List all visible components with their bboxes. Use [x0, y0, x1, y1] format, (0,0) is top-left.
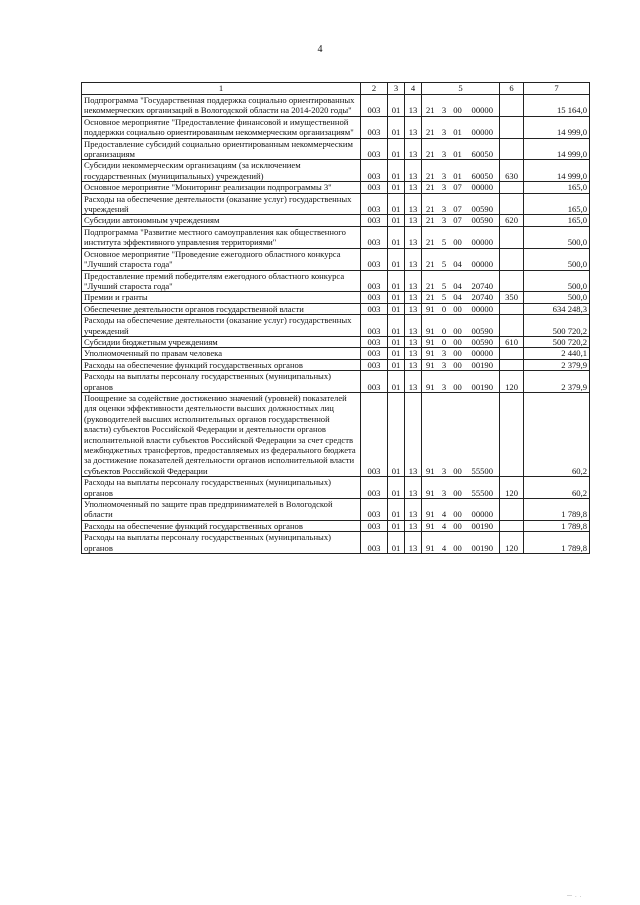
row-col-2: 003 — [361, 499, 388, 521]
table-row — [82, 371, 590, 393]
row-col-2: 003 — [361, 477, 388, 499]
row-csr-program: 21 — [422, 226, 439, 248]
row-col-2: 003 — [361, 215, 388, 226]
row-csr-subprogram: 3 — [439, 138, 450, 160]
row-csr-subprogram: 4 — [439, 520, 450, 531]
row-col-7: 500,0 — [524, 292, 590, 303]
row-csr-program: 21 — [422, 215, 439, 226]
row-col-2: 003 — [361, 371, 388, 393]
row-col-6: 610 — [500, 336, 524, 347]
row-col-6: 620 — [500, 215, 524, 226]
row-csr-program: 21 — [422, 193, 439, 215]
row-csr-event: 00 — [450, 315, 466, 337]
row-col-2: 003 — [361, 270, 388, 292]
row-csr-subprogram: 3 — [439, 348, 450, 359]
row-col-6 — [500, 392, 524, 476]
row-csr-event: 00 — [450, 532, 466, 554]
table-row — [82, 193, 590, 215]
row-col-2: 003 — [361, 336, 388, 347]
row-csr-direction: 00000 — [466, 95, 500, 117]
row-col-7: 500,0 — [524, 248, 590, 270]
row-csr-direction: 00190 — [466, 359, 500, 370]
row-col-2: 003 — [361, 292, 388, 303]
header-col-7: 7 — [524, 83, 590, 95]
row-csr-direction: 00000 — [466, 303, 500, 314]
row-csr-event: 07 — [450, 193, 466, 215]
table-row — [82, 226, 590, 248]
row-col-6: 120 — [500, 477, 524, 499]
row-col-2: 003 — [361, 348, 388, 359]
row-csr-event: 07 — [450, 182, 466, 193]
row-csr-direction: 00000 — [466, 248, 500, 270]
row-csr-program: 21 — [422, 292, 439, 303]
row-col-4: 13 — [405, 359, 422, 370]
row-csr-subprogram: 3 — [439, 359, 450, 370]
header-col-6: 6 — [500, 83, 524, 95]
header-col-3: 3 — [388, 83, 405, 95]
row-csr-program: 21 — [422, 160, 439, 182]
row-csr-program: 91 — [422, 499, 439, 521]
row-name: Расходы на выплаты персоналу государственных (муниципальных) органов — [82, 371, 361, 393]
row-col-4: 13 — [405, 116, 422, 138]
row-col-4: 13 — [405, 138, 422, 160]
row-name: Уполномоченный по правам человека — [82, 348, 361, 359]
row-csr-event: 04 — [450, 292, 466, 303]
row-col-6 — [500, 193, 524, 215]
row-csr-event: 07 — [450, 215, 466, 226]
row-csr-program: 21 — [422, 138, 439, 160]
row-csr-event: 00 — [450, 336, 466, 347]
row-csr-program: 21 — [422, 248, 439, 270]
budget-table — [81, 82, 590, 554]
row-col-6 — [500, 520, 524, 531]
row-csr-program: 91 — [422, 532, 439, 554]
table-row — [82, 138, 590, 160]
row-col-4: 13 — [405, 520, 422, 531]
row-col-3: 01 — [388, 392, 405, 476]
row-col-7: 2 379,9 — [524, 371, 590, 393]
row-csr-event: 01 — [450, 116, 466, 138]
row-col-3: 01 — [388, 336, 405, 347]
row-col-6: 630 — [500, 160, 524, 182]
row-csr-event: 00 — [450, 371, 466, 393]
row-col-7: 165,0 — [524, 215, 590, 226]
row-col-4: 13 — [405, 160, 422, 182]
table-row — [82, 315, 590, 337]
row-col-6 — [500, 348, 524, 359]
table-row — [82, 477, 590, 499]
row-csr-event: 00 — [450, 392, 466, 476]
row-csr-event: 04 — [450, 270, 466, 292]
row-col-7: 500 720,2 — [524, 336, 590, 347]
header-col-2: 2 — [361, 83, 388, 95]
row-csr-subprogram: 3 — [439, 215, 450, 226]
row-col-7: 500,0 — [524, 226, 590, 248]
row-col-2: 003 — [361, 95, 388, 117]
row-name: Расходы на обеспечение функций государственных органов — [82, 359, 361, 370]
row-col-4: 13 — [405, 215, 422, 226]
row-name: Расходы на выплаты персоналу государственных (муниципальных) органов — [82, 477, 361, 499]
row-col-3: 01 — [388, 160, 405, 182]
row-csr-subprogram: 3 — [439, 193, 450, 215]
row-col-6 — [500, 248, 524, 270]
row-csr-program: 91 — [422, 303, 439, 314]
row-col-7: 60,2 — [524, 392, 590, 476]
row-csr-subprogram: 0 — [439, 336, 450, 347]
row-col-3: 01 — [388, 348, 405, 359]
row-csr-event: 01 — [450, 160, 466, 182]
row-csr-direction: 00590 — [466, 193, 500, 215]
row-col-4: 13 — [405, 270, 422, 292]
row-col-3: 01 — [388, 116, 405, 138]
row-name: Подпрограмма "Развитие местного самоуправления как общественного института эффективного управления территориями" — [82, 226, 361, 248]
table-row — [82, 182, 590, 193]
row-col-2: 003 — [361, 520, 388, 531]
row-col-2: 003 — [361, 138, 388, 160]
row-col-4: 13 — [405, 292, 422, 303]
row-col-3: 01 — [388, 532, 405, 554]
row-col-4: 13 — [405, 182, 422, 193]
row-csr-subprogram: 3 — [439, 95, 450, 117]
row-name: Основное мероприятие "Проведение ежегодного областного конкурса "Лучший староста года" — [82, 248, 361, 270]
table-row — [82, 270, 590, 292]
row-csr-subprogram: 4 — [439, 532, 450, 554]
row-col-4: 13 — [405, 95, 422, 117]
row-csr-event: 00 — [450, 520, 466, 531]
table-row — [82, 95, 590, 117]
page-number: 4 — [317, 44, 323, 55]
row-name: Поощрение за содействие достижению значений (уровней) показателей для оценки эффективности деятельности высших должностных лиц (руководителей высших исполнительных органов государственной власти) субъектов Российской Федерации и деятельности органов исполнительной власти субъектов Российской Федерации за счет средств межбюджетных трансфертов, предоставляемых из федерального бюджета за достижение показателей деятельности органов исполнительной власти субъектов Российской Федерации — [82, 392, 361, 476]
table-row — [82, 499, 590, 521]
row-csr-event: 00 — [450, 95, 466, 117]
row-col-3: 01 — [388, 477, 405, 499]
row-csr-direction: 00590 — [466, 336, 500, 347]
header-col-5: 5 — [422, 83, 500, 95]
row-col-6: 350 — [500, 292, 524, 303]
row-col-6 — [500, 116, 524, 138]
row-col-3: 01 — [388, 303, 405, 314]
row-csr-subprogram: 5 — [439, 270, 450, 292]
table-body — [82, 95, 590, 554]
row-col-7: 165,0 — [524, 193, 590, 215]
table-row — [82, 160, 590, 182]
header-row — [82, 83, 590, 95]
row-col-6 — [500, 315, 524, 337]
row-name: Основное мероприятие "Предоставление финансовой и имущественной поддержки социально ориентированным некоммерческим организациям" — [82, 116, 361, 138]
row-csr-subprogram: 5 — [439, 248, 450, 270]
row-csr-direction: 00590 — [466, 315, 500, 337]
row-col-4: 13 — [405, 193, 422, 215]
row-csr-direction: 00000 — [466, 116, 500, 138]
row-csr-subprogram: 3 — [439, 392, 450, 476]
row-col-3: 01 — [388, 520, 405, 531]
row-col-6 — [500, 499, 524, 521]
row-col-2: 003 — [361, 226, 388, 248]
row-col-7: 500,0 — [524, 270, 590, 292]
row-col-2: 003 — [361, 359, 388, 370]
table-row — [82, 348, 590, 359]
row-csr-subprogram: 0 — [439, 315, 450, 337]
row-col-4: 13 — [405, 248, 422, 270]
row-csr-program: 91 — [422, 348, 439, 359]
row-csr-direction: 20740 — [466, 270, 500, 292]
row-col-7: 60,2 — [524, 477, 590, 499]
row-col-3: 01 — [388, 292, 405, 303]
row-col-3: 01 — [388, 499, 405, 521]
row-csr-direction: 55500 — [466, 392, 500, 476]
row-csr-event: 00 — [450, 226, 466, 248]
row-csr-direction: 00190 — [466, 371, 500, 393]
row-csr-event: 00 — [450, 477, 466, 499]
row-csr-subprogram: 3 — [439, 160, 450, 182]
table-row — [82, 532, 590, 554]
row-csr-subprogram: 3 — [439, 116, 450, 138]
row-csr-direction: 00000 — [466, 182, 500, 193]
row-col-2: 003 — [361, 116, 388, 138]
row-name: Расходы на обеспечение деятельности (оказание услуг) государственных учреждений — [82, 193, 361, 215]
row-csr-program: 21 — [422, 95, 439, 117]
row-csr-program: 91 — [422, 359, 439, 370]
row-name: Основное мероприятие "Мониторинг реализации подпрограммы 3" — [82, 182, 361, 193]
row-col-3: 01 — [388, 315, 405, 337]
row-name: Расходы на обеспечение деятельности (оказание услуг) государственных учреждений — [82, 315, 361, 337]
row-col-4: 13 — [405, 336, 422, 347]
row-csr-subprogram: 3 — [439, 371, 450, 393]
row-name: Предоставление премий победителям ежегодного областного конкурса "Лучший староста года" — [82, 270, 361, 292]
row-csr-event: 00 — [450, 303, 466, 314]
row-col-6: 120 — [500, 371, 524, 393]
row-csr-program: 91 — [422, 392, 439, 476]
row-col-2: 003 — [361, 182, 388, 193]
row-col-3: 01 — [388, 248, 405, 270]
row-csr-subprogram: 3 — [439, 477, 450, 499]
row-col-6 — [500, 182, 524, 193]
table-row — [82, 116, 590, 138]
row-csr-program: 21 — [422, 116, 439, 138]
row-csr-program: 91 — [422, 477, 439, 499]
row-col-7: 15 164,0 — [524, 95, 590, 117]
row-col-2: 003 — [361, 315, 388, 337]
row-csr-event: 01 — [450, 138, 466, 160]
row-col-7: 2 440,1 — [524, 348, 590, 359]
row-csr-subprogram: 5 — [439, 226, 450, 248]
row-col-2: 003 — [361, 160, 388, 182]
row-name: Предоставление субсидий социально ориентированным некоммерческим организациям — [82, 138, 361, 160]
row-csr-program: 91 — [422, 336, 439, 347]
row-col-4: 13 — [405, 226, 422, 248]
row-col-3: 01 — [388, 215, 405, 226]
row-csr-event: 00 — [450, 348, 466, 359]
row-col-6 — [500, 226, 524, 248]
row-col-7: 1 789,8 — [524, 499, 590, 521]
row-name: Субсидии автономным учреждениям — [82, 215, 361, 226]
table-row — [82, 392, 590, 476]
row-col-3: 01 — [388, 359, 405, 370]
row-col-2: 003 — [361, 193, 388, 215]
row-col-2: 003 — [361, 303, 388, 314]
row-col-3: 01 — [388, 138, 405, 160]
row-csr-subprogram: 4 — [439, 499, 450, 521]
row-csr-program: 91 — [422, 371, 439, 393]
row-csr-event: 00 — [450, 359, 466, 370]
row-col-7: 1 789,8 — [524, 532, 590, 554]
header-col-1: 1 — [82, 83, 361, 95]
row-col-6 — [500, 270, 524, 292]
table-row — [82, 520, 590, 531]
row-name: Подпрограмма "Государственная поддержка социально ориентированных некоммерческих организаций в Вологодской области на 2014-2020 годы" — [82, 95, 361, 117]
row-col-7: 634 248,3 — [524, 303, 590, 314]
row-col-3: 01 — [388, 226, 405, 248]
row-name: Премии и гранты — [82, 292, 361, 303]
row-csr-subprogram: 5 — [439, 292, 450, 303]
row-col-6 — [500, 95, 524, 117]
row-name: Расходы на обеспечение функций государственных органов — [82, 520, 361, 531]
row-csr-program: 21 — [422, 270, 439, 292]
row-col-4: 13 — [405, 392, 422, 476]
row-csr-direction: 00000 — [466, 499, 500, 521]
row-csr-program: 91 — [422, 520, 439, 531]
table-row — [82, 215, 590, 226]
row-col-2: 003 — [361, 532, 388, 554]
row-csr-direction: 55500 — [466, 477, 500, 499]
row-col-7: 500 720,2 — [524, 315, 590, 337]
row-col-4: 13 — [405, 477, 422, 499]
row-col-6 — [500, 138, 524, 160]
row-csr-direction: 60050 — [466, 160, 500, 182]
row-col-4: 13 — [405, 499, 422, 521]
row-csr-program: 91 — [422, 315, 439, 337]
row-name: Субсидии бюджетным учреждениям — [82, 336, 361, 347]
row-col-3: 01 — [388, 193, 405, 215]
row-col-6 — [500, 303, 524, 314]
row-csr-direction: 20740 — [466, 292, 500, 303]
row-col-7: 14 999,0 — [524, 160, 590, 182]
row-col-7: 14 999,0 — [524, 116, 590, 138]
row-csr-subprogram: 0 — [439, 303, 450, 314]
row-csr-subprogram: 3 — [439, 182, 450, 193]
row-col-4: 13 — [405, 532, 422, 554]
row-col-4: 13 — [405, 348, 422, 359]
row-col-6: 120 — [500, 532, 524, 554]
table-row — [82, 303, 590, 314]
table-row — [82, 292, 590, 303]
row-col-7: 1 789,8 — [524, 520, 590, 531]
row-csr-event: 00 — [450, 499, 466, 521]
row-name: Обеспечение деятельности органов государственной власти — [82, 303, 361, 314]
row-col-7: 14 999,0 — [524, 138, 590, 160]
row-col-3: 01 — [388, 270, 405, 292]
row-csr-direction: 00190 — [466, 520, 500, 531]
header-col-4: 4 — [405, 83, 422, 95]
row-csr-direction: 00190 — [466, 532, 500, 554]
row-name: Уполномоченный по защите прав предпринимателей в Вологодской области — [82, 499, 361, 521]
row-col-3: 01 — [388, 371, 405, 393]
row-csr-direction: 60050 — [466, 138, 500, 160]
row-name: Расходы на выплаты персоналу государственных (муниципальных) органов — [82, 532, 361, 554]
row-col-7: 165,0 — [524, 182, 590, 193]
row-col-7: 2 379,9 — [524, 359, 590, 370]
row-csr-direction: 00000 — [466, 226, 500, 248]
row-col-6 — [500, 359, 524, 370]
table-row — [82, 336, 590, 347]
row-csr-program: 21 — [422, 182, 439, 193]
row-csr-direction: 00000 — [466, 348, 500, 359]
row-col-4: 13 — [405, 371, 422, 393]
row-col-2: 003 — [361, 248, 388, 270]
row-csr-direction: 00590 — [466, 215, 500, 226]
row-col-4: 13 — [405, 303, 422, 314]
corner-mark: — . . — [567, 894, 582, 899]
row-col-4: 13 — [405, 315, 422, 337]
row-col-3: 01 — [388, 182, 405, 193]
table-row — [82, 248, 590, 270]
row-col-3: 01 — [388, 95, 405, 117]
table-row — [82, 359, 590, 370]
row-csr-event: 04 — [450, 248, 466, 270]
row-col-2: 003 — [361, 392, 388, 476]
row-name: Субсидии некоммерческим организациям (за исключением государственных (муниципальных) учреждений) — [82, 160, 361, 182]
